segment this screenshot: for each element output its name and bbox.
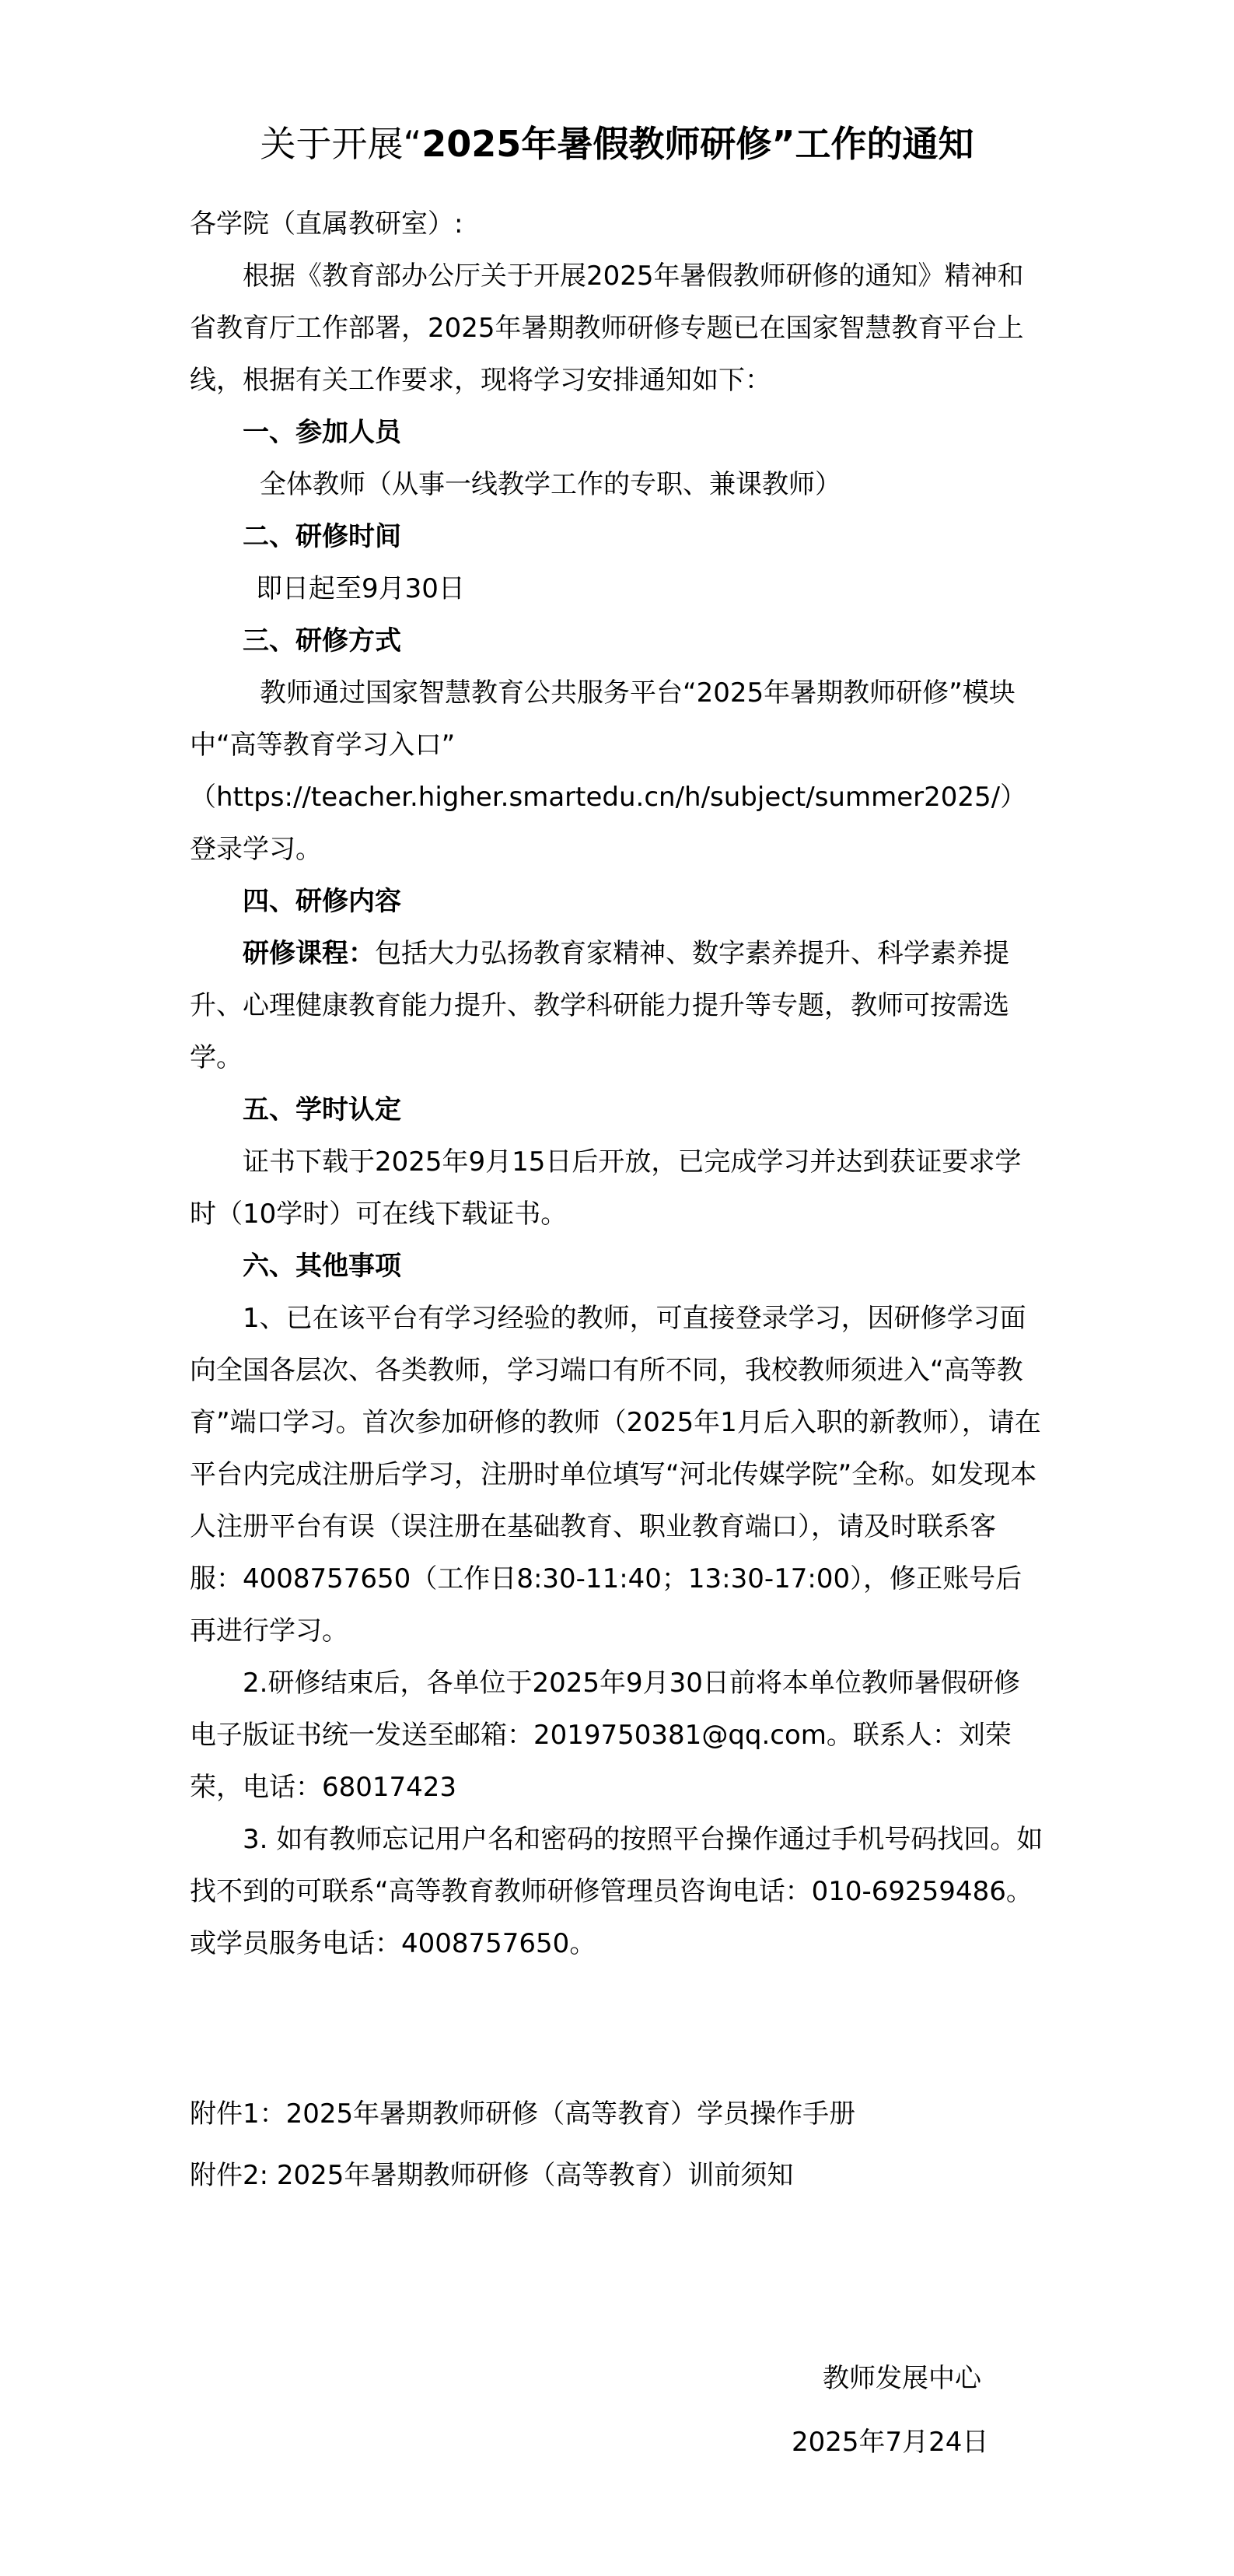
- section-6-heading: 六、其他事项: [243, 1251, 401, 1282]
- title-suffix: 年暑假教师研修”工作的通知: [521, 123, 974, 165]
- section-3-heading: 三、研修方式: [243, 625, 401, 656]
- attachment-2: 附件2: 2025年暑期教师研修（高等教育）训前须知: [190, 2160, 794, 2191]
- attachment-1: 附件1：2025年暑期教师研修（高等教育）学员操作手册: [190, 2098, 856, 2130]
- signature-date: 2025年7月24日: [792, 2427, 989, 2458]
- section-3-text-2: （https://teacher.higher.smartedu.cn/h/subject/summer2025/）登录学习。: [190, 782, 1027, 865]
- signature-block: [0, 2353, 1234, 2480]
- section-1-text: 全体教师（从事一线教学工作的专职、兼课教师）: [260, 469, 841, 500]
- section-4-heading: 四、研修内容: [243, 886, 401, 917]
- section-5-heading: 五、学时认定: [243, 1094, 401, 1125]
- section-1-heading: 一、参加人员: [243, 417, 401, 448]
- section-3-text-1: 教师通过国家智慧教育公共服务平台“2025年暑期教师研修”模块中“高等教育学习入口”: [190, 677, 1016, 761]
- section-4-paragraph: [190, 928, 1045, 1084]
- section-5-text: 证书下载于2025年9月15日后开放，已完成学习并达到获证要求学时（10学时）可在线下载证书。: [190, 1146, 1022, 1230]
- section-2-text: 即日起至9月30日: [256, 573, 465, 604]
- title-prefix: 关于开展“: [260, 123, 422, 165]
- salutation: 各学院（直属教研室）:: [190, 208, 463, 240]
- section-6-item-2: 2.研修结束后，各单位于2025年9月30日前将本单位教师暑假研修电子版证书统一发送至邮箱：2019750381@qq.com。联系人：刘荣荣，电话：68017423: [190, 1668, 1020, 1803]
- section-6-item-1: 1、已在该平台有学习经验的教师，可直接登录学习，因研修学习面向全国各层次、各类教师，学习端口有所不同，我校教师须进入“高等教育”端口学习。首次参加研修的教师（2025年1月后入职的新教师），请在平台内完成注册后学习，注册时单位填写“河北传媒学院”全称。如发现本人注册平台有误（误注册在基础教育、职业教育端口），请及时联系客服：4008757650（工作日8:30-11:40；13:30-17:00），修正账号后再进行学习。: [190, 1303, 1041, 1647]
- signature-department: 教师发展中心: [823, 2363, 981, 2394]
- section-6-item-3: 3. 如有教师忘记用户名和密码的按照平台操作通过手机号码找回。如找不到的可联系“高等教育教师研修管理员咨询电话：010-69259486。或学员服务电话：4008757650。: [190, 1824, 1043, 1959]
- section-4-text: 包括大力弘扬教育家精神、数字素养提升、科学素养提升、心理健康教育能力提升、教学科研能力提升等专题，教师可按需选学。: [190, 938, 1009, 1073]
- document-body: [190, 198, 1045, 1970]
- intro-paragraph: 根据《教育部办公厅关于开展2025年暑假教师研修的通知》精神和省教育厅工作部署，2025年暑期教师研修专题已在国家智慧教育平台上线，根据有关工作要求，现将学习安排通知如下：: [190, 261, 1024, 396]
- section-4-label: 研修课程：: [243, 938, 375, 969]
- document-title: [0, 117, 1234, 171]
- section-2-heading: 二、研修时间: [243, 521, 401, 552]
- title-year: 2025: [421, 123, 522, 165]
- attachments: [190, 2088, 1045, 2211]
